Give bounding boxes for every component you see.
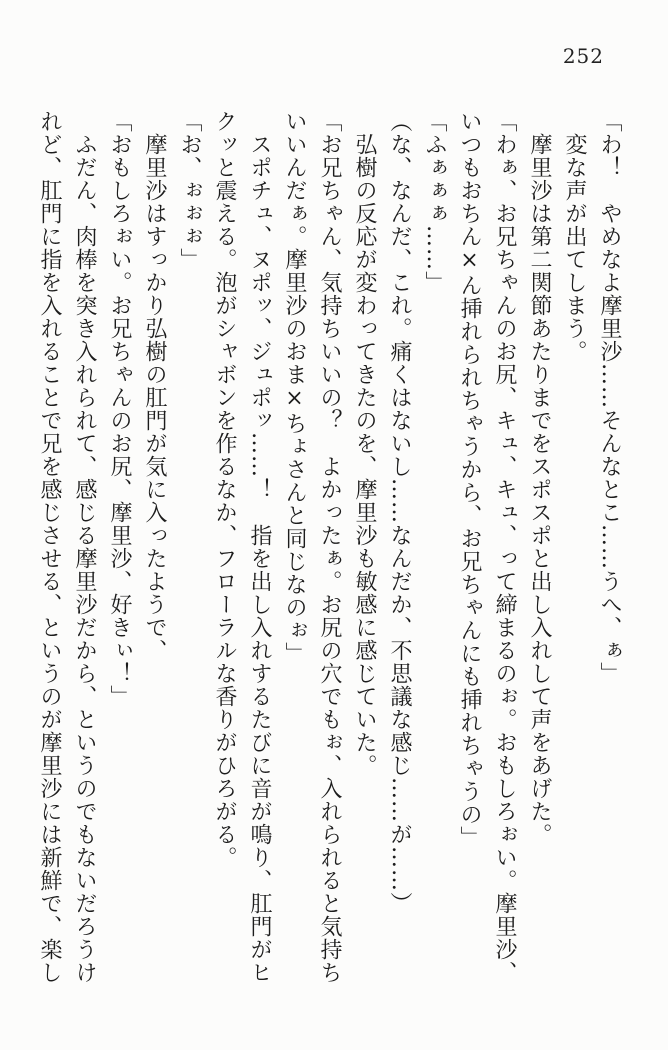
text-line: スポチュ、ヌポッ、ジュポッ……！ 指を出し入れするたびに音が鳴り、肛門がヒ: [247, 133, 272, 984]
text-block: [32, 110, 627, 1000]
text-line: 「お兄ちゃん、気持ちいいの？ よかったぁ。お尻の穴でもぉ、入れられると気持ち: [317, 110, 342, 984]
text-line: いいんだぁ。摩里沙のおま×ちょさんと同じなのぉ」: [282, 110, 307, 665]
text-line: 摩里沙は第二関節あたりまでをスポスポと出し入れして声をあげた。: [527, 133, 552, 846]
text-line: 「ふぁぁぁ……」: [422, 110, 447, 294]
text-line: いつもおちん×ん挿れられちゃうから、お兄ちゃんにも挿れちゃうの」: [457, 110, 482, 849]
text-line: （な、なんだ、これ。痛くはないし……なんだか、不思議な感じ……が……）: [387, 110, 412, 915]
text-line: ふだん、肉棒を突き入れられて、感じる摩里沙だから、というのでもないだろうけ: [72, 133, 97, 984]
page-number: 252: [562, 44, 604, 68]
text-line: 「お、ぉぉぉ」: [177, 110, 202, 271]
text-line: 摩里沙はすっかり弘樹の肛門が気に入ったようで、: [142, 133, 167, 662]
text-line: クッと震える。泡がシャボンを作るなか、フローラルな香りがひろがる。: [212, 110, 237, 869]
text-line: 「おもしろぉい。お兄ちゃんのお尻、摩里沙、好きぃ！」: [107, 110, 132, 708]
text-line: 弘樹の反応が変わってきたのを、摩里沙も敏感に感じていた。: [352, 133, 377, 777]
text-line: 「わ！ やめなよ摩里沙……そんなとこ……うへ、ぁ」: [597, 110, 622, 685]
text-line: 変な声が出てしまう。: [562, 133, 587, 363]
text-line: 「わぁ、お兄ちゃんのお尻、キュ、キュ、って締まるのぉ。おもしろぉい。摩里沙、: [492, 110, 517, 984]
text-line: れど、肛門に指を入れることで兄を感じさせる、というのが摩里沙には新鮮で、楽し: [37, 110, 62, 984]
